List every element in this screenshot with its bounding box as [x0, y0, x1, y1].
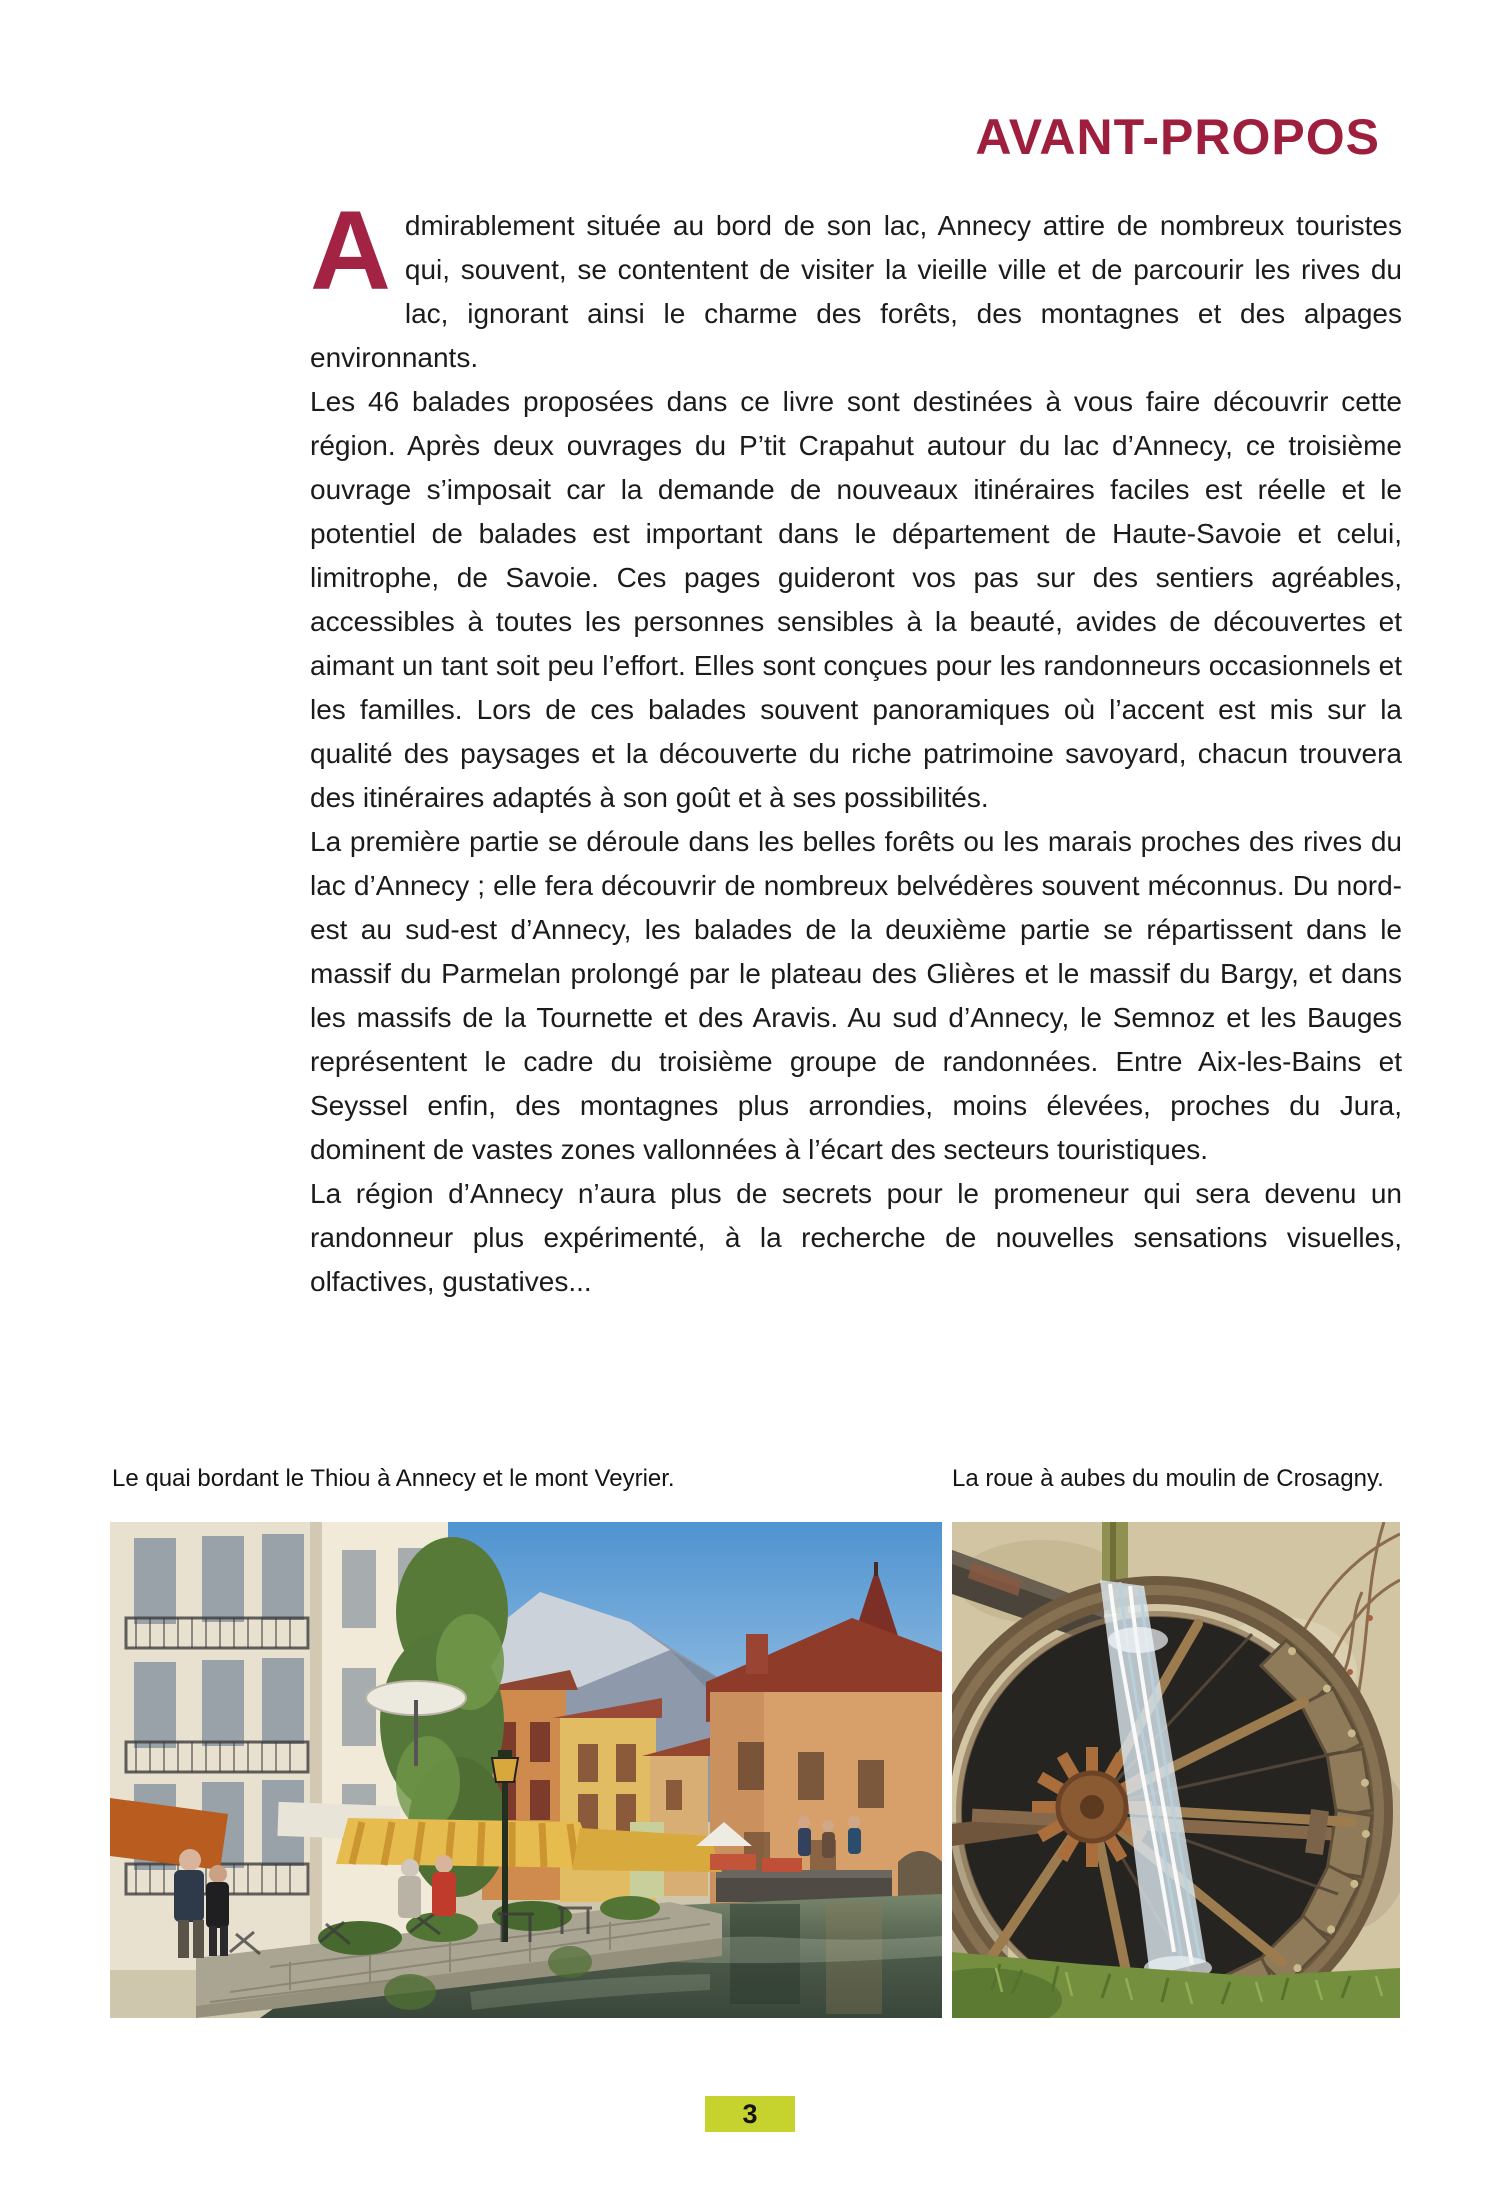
caption-right: La roue à aubes du moulin de Crosagny. — [952, 1465, 1384, 1492]
photo-water-wheel — [952, 1522, 1400, 2018]
body-paragraph-4: La région d’Annecy n’aura plus de secrets pour le promeneur qui sera devenu un randonneur plus expérimenté, à la recherche de nouvelles sensations visuelles, olfactives, gustatives... — [310, 1178, 1402, 1297]
body-paragraph-2: Les 46 balades proposées dans ce livre sont destinées à vous faire découvrir cette région. Après deux ouvrages du P’tit Crapahut autour du lac d’Annecy, ce troisième ouvrage s’imposait car la demande de nouveaux itinéraires faciles est réelle et le potentiel de balades est important dans le département de Haute-Savoie et celui, limitrophe, de Savoie. Ces pages guideront vos pas sur des sentiers agréables, accessibles à toutes les personnes sensibles à la beauté, avides de découvertes et aimant un tant soit peu l’effort. Elles sont conçues pour les randonneurs occasionnels et les familles. Lors de ces balades souvent panoramiques où l’accent est mis sur la qualité des paysages et la découverte du riche patrimoine savoyard, chacun trouvera des itinéraires adaptés à son goût et à ses possibilités. — [310, 386, 1402, 813]
caption-left: Le quai bordant le Thiou à Annecy et le mont Veyrier. — [112, 1465, 675, 1492]
body-paragraph-1 — [310, 188, 1402, 380]
page-number: 3 — [742, 2098, 758, 2129]
water-wheel-illustration — [952, 1522, 1400, 2018]
drop-cap: A — [310, 188, 391, 313]
annecy-canal-illustration — [110, 1522, 942, 2018]
photo-annecy-canal — [110, 1522, 942, 2018]
body-paragraph-3: La première partie se déroule dans les belles forêts ou les marais proches des rives du lac d’Annecy ; elle fera découvrir de nombreux belvédères souvent méconnus. Du nord-est au sud-est d’Annecy, les balades de la deuxième partie se répartissent dans le massif du Parmelan prolongé par le plateau des Glières et le massif du Bargy, et dans les massifs de la Tournette et des Aravis. Au sud d’Annecy, le Semnoz et les Bauges représentent le cadre du troisième groupe de randonnées. Entre Aix-les-Bains et Seyssel enfin, des montagnes plus arrondies, moins élevées, proches du Jura, dominent de vastes zones vallonnées à l’écart des secteurs touristiques. — [310, 826, 1402, 1165]
page-title: AVANT-PROPOS — [975, 109, 1380, 165]
page-number-badge — [705, 2096, 795, 2132]
body-text — [310, 188, 1402, 1304]
paragraph-text: dmirablement située au bord de son lac, Annecy attire de nombreux touristes qui, souvent, se contentent de visiter la vieille ville et de parcourir les rives du lac, ignorant ainsi le charme des forêts, des montagnes et des alpages environnants. — [310, 210, 1402, 373]
